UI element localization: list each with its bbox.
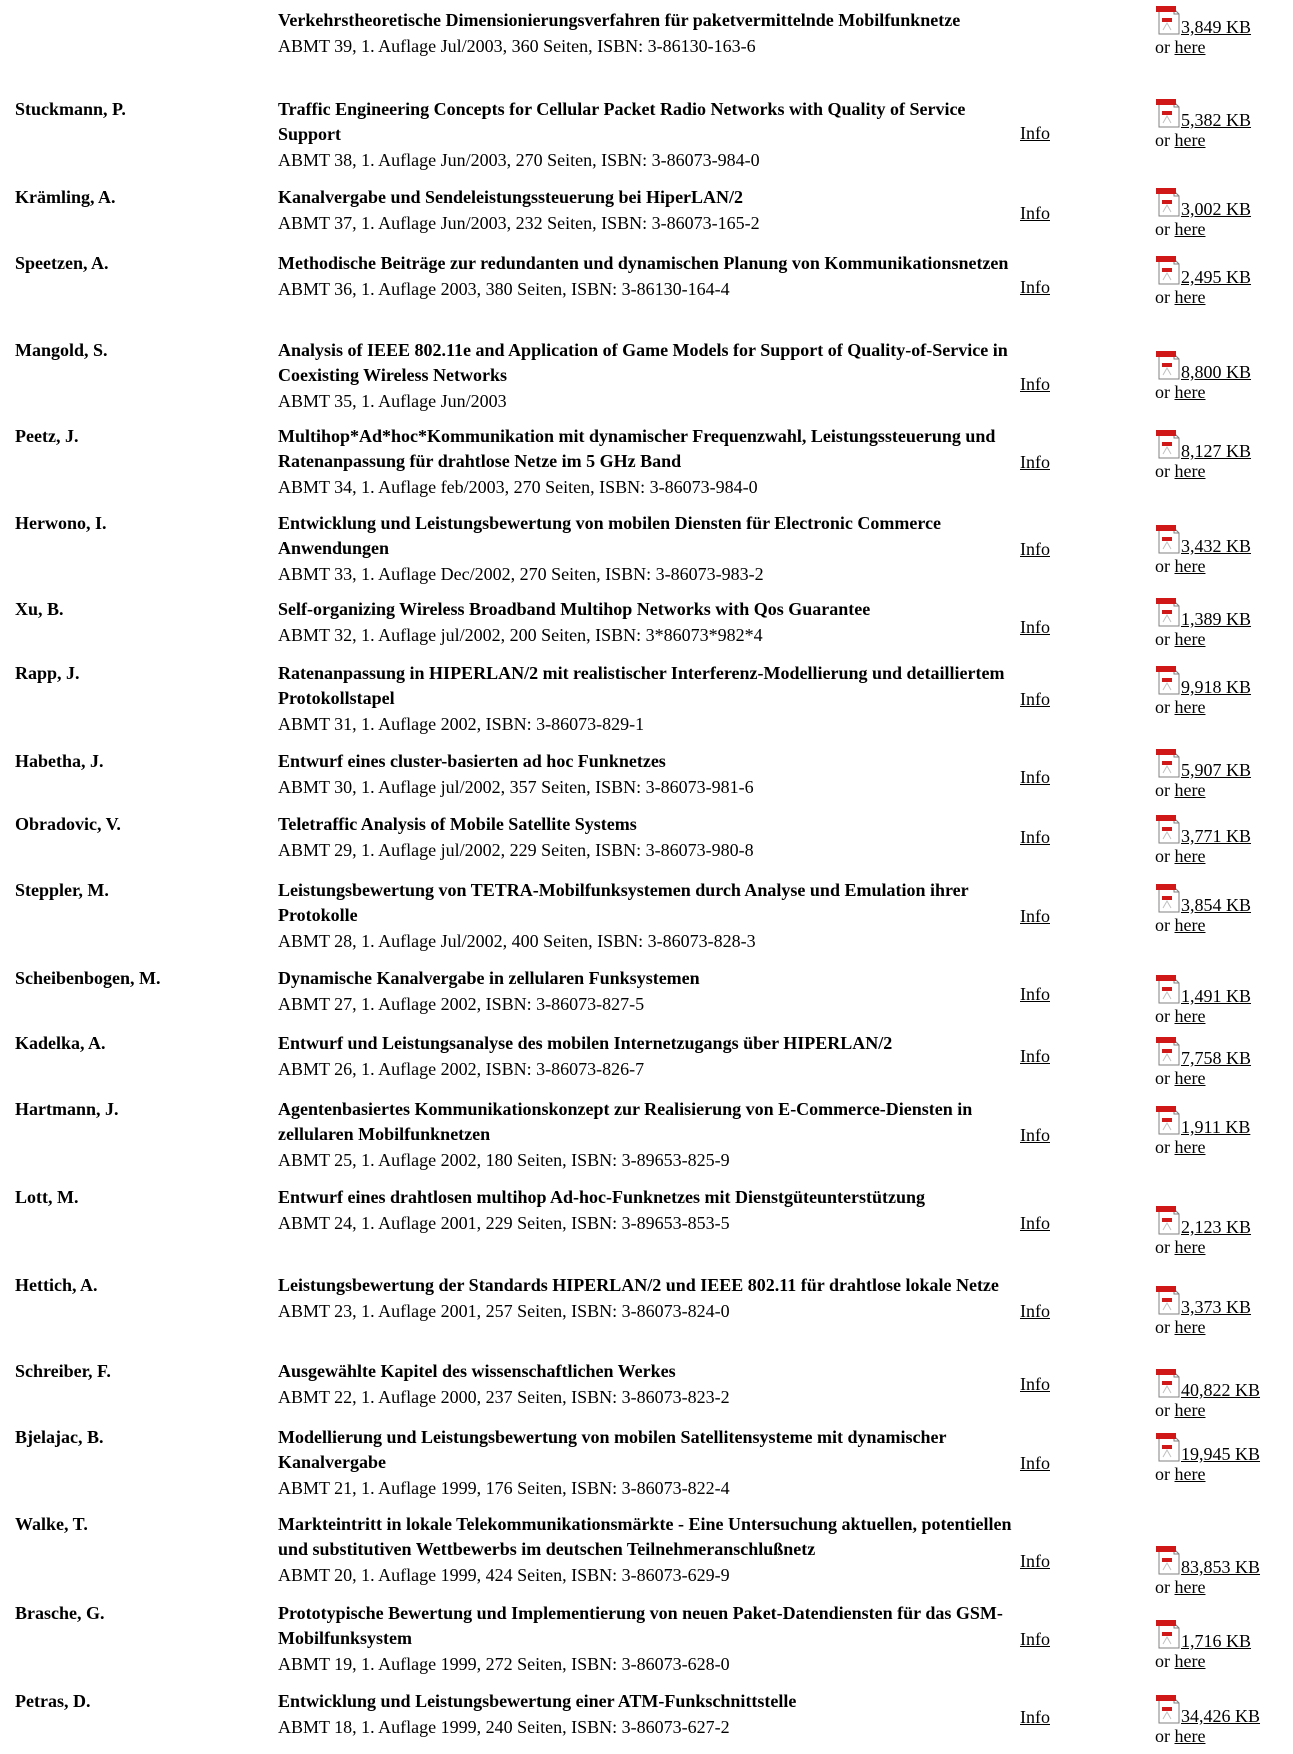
info-link[interactable]: Info xyxy=(1020,452,1050,472)
download-cell xyxy=(1155,975,1252,1027)
download-cell xyxy=(1155,525,1252,577)
download-line xyxy=(1155,884,1252,915)
publication-entry xyxy=(278,749,1013,800)
publication-entry xyxy=(278,97,1013,173)
author-name: Stuckmann, P. xyxy=(15,99,126,119)
pdf-file-icon[interactable] xyxy=(1155,1206,1181,1235)
publication-details: ABMT 26, 1. Auflage 2002, ISBN: 3-86073-826-7 xyxy=(278,1059,645,1079)
author-name: Mangold, S. xyxy=(15,340,108,360)
pdf-size-link[interactable]: 2,123 KB xyxy=(1181,1217,1252,1237)
alternate-download xyxy=(1155,696,1205,718)
publication-title: Analysis of IEEE 802.11e and Application of Game Models for Support of Quality-of-Service in Coexisting Wireless Networks xyxy=(278,340,1008,385)
here-link[interactable]: here xyxy=(1174,697,1206,717)
pdf-file-icon[interactable] xyxy=(1155,1286,1181,1315)
pdf-size-link[interactable]: 1,911 KB xyxy=(1181,1117,1251,1137)
publication-entry xyxy=(278,185,1013,236)
publication-details: ABMT 29, 1. Auflage jul/2002, 229 Seiten, ISBN: 3-86073-980-8 xyxy=(278,840,754,860)
info-link[interactable]: Info xyxy=(1020,1551,1050,1571)
info-link[interactable]: Info xyxy=(1020,1125,1050,1145)
here-link[interactable]: here xyxy=(1174,1006,1206,1026)
info-link[interactable]: Info xyxy=(1020,1707,1050,1727)
alternate-download xyxy=(1155,1136,1205,1158)
publication-details: ABMT 31, 1. Auflage 2002, ISBN: 3-86073-829-1 xyxy=(278,714,645,734)
here-link[interactable]: here xyxy=(1174,556,1206,576)
download-cell xyxy=(1155,256,1252,308)
download-line xyxy=(1155,1106,1251,1137)
here-link[interactable]: here xyxy=(1174,1577,1206,1597)
author-name: Steppler, M. xyxy=(15,880,109,900)
here-link[interactable]: here xyxy=(1174,1400,1206,1420)
publication-title: Markteintritt in lokale Telekommunikationsmärkte - Eine Untersuchung aktuellen, potentiellen und substitutiven Wettbewerbs im deutschen Teilnehmeranschlußnetz xyxy=(278,1514,1012,1559)
publication-details: ABMT 36, 1. Auflage 2003, 380 Seiten, ISBN: 3-86130-164-4 xyxy=(278,279,730,299)
info-link[interactable]: Info xyxy=(1020,617,1050,637)
download-line xyxy=(1155,1037,1252,1068)
author-name: Lott, M. xyxy=(15,1187,79,1207)
pdf-size-link[interactable]: 3,854 KB xyxy=(1181,895,1252,915)
pdf-file-icon[interactable] xyxy=(1155,99,1181,128)
or-text: or xyxy=(1155,461,1175,481)
publication-title: Entwurf und Leistungsanalyse des mobilen Internetzugangs über HIPERLAN/2 xyxy=(278,1033,893,1053)
here-link[interactable]: here xyxy=(1174,1464,1206,1484)
download-cell xyxy=(1155,430,1252,482)
publication-details: ABMT 21, 1. Auflage 1999, 176 Seiten, ISBN: 3-86073-822-4 xyxy=(278,1478,730,1498)
publication-title: Teletraffic Analysis of Mobile Satellite Systems xyxy=(278,814,637,834)
alternate-download xyxy=(1155,1725,1205,1747)
pdf-file-icon[interactable] xyxy=(1155,525,1181,554)
publication-title: Entwicklung und Leistungsbewertung von mobilen Diensten für Electronic Commerce Anwendungen xyxy=(278,513,942,558)
or-text: or xyxy=(1155,1726,1175,1746)
publication-entry xyxy=(278,1359,1013,1410)
pdf-size-link[interactable]: 83,853 KB xyxy=(1181,1557,1261,1577)
pdf-size-link[interactable]: 7,758 KB xyxy=(1181,1048,1252,1068)
download-cell xyxy=(1155,1546,1261,1598)
or-text: or xyxy=(1155,780,1175,800)
here-link[interactable]: here xyxy=(1174,1237,1206,1257)
publication-title: Entwicklung und Leistungsbewertung einer ATM-Funkschnittstelle xyxy=(278,1691,797,1711)
here-link[interactable]: here xyxy=(1174,629,1206,649)
alternate-download xyxy=(1155,460,1205,482)
publication-entry xyxy=(278,1273,1013,1324)
author-name: Peetz, J. xyxy=(15,426,79,446)
publication-entry xyxy=(278,1097,1013,1173)
publication-entry xyxy=(278,661,1013,737)
publication-entry xyxy=(278,597,1013,648)
author-name: Hartmann, J. xyxy=(15,1099,119,1119)
here-link[interactable]: here xyxy=(1174,915,1206,935)
pdf-file-icon[interactable] xyxy=(1155,598,1181,627)
publication-title: Verkehrstheoretische Dimensionierungsverfahren für paketvermittelnde Mobilfunknetze xyxy=(278,10,961,30)
or-text: or xyxy=(1155,130,1175,150)
publication-entry xyxy=(278,1689,1013,1740)
download-cell xyxy=(1155,1206,1252,1258)
download-line xyxy=(1155,1620,1252,1651)
here-link[interactable]: here xyxy=(1174,1651,1206,1671)
publication-details: ABMT 20, 1. Auflage 1999, 424 Seiten, ISBN: 3-86073-629-9 xyxy=(278,1565,730,1585)
pdf-size-link[interactable]: 3,373 KB xyxy=(1181,1297,1252,1317)
pdf-size-link[interactable]: 2,495 KB xyxy=(1181,267,1252,287)
author-name: Petras, D. xyxy=(15,1691,91,1711)
alternate-download xyxy=(1155,218,1205,240)
publication-title: Agentenbasiertes Kommunikationskonzept zur Realisierung von E-Commerce-Diensten in zellularen Mobilfunknetzen xyxy=(278,1099,973,1144)
author-name: Xu, B. xyxy=(15,599,64,619)
here-link[interactable]: here xyxy=(1174,130,1206,150)
info-link[interactable]: Info xyxy=(1020,1213,1050,1233)
or-text: or xyxy=(1155,219,1175,239)
download-cell xyxy=(1155,1620,1252,1672)
author-name: Scheibenbogen, M. xyxy=(15,968,161,988)
publication-entry xyxy=(278,251,1013,302)
or-text: or xyxy=(1155,1400,1175,1420)
info-link[interactable]: Info xyxy=(1020,203,1050,223)
alternate-download xyxy=(1155,381,1205,403)
publication-title: Entwurf eines cluster-basierten ad hoc Funknetzes xyxy=(278,751,666,771)
alternate-download xyxy=(1155,129,1205,151)
here-link[interactable]: here xyxy=(1174,846,1206,866)
download-line xyxy=(1155,1369,1261,1400)
download-cell xyxy=(1155,1369,1261,1421)
info-link[interactable]: Info xyxy=(1020,767,1050,787)
download-cell xyxy=(1155,188,1252,240)
publication-details: ABMT 37, 1. Auflage Jun/2003, 232 Seiten, ISBN: 3-86073-165-2 xyxy=(278,213,760,233)
author-name: Habetha, J. xyxy=(15,751,104,771)
alternate-download xyxy=(1155,1316,1205,1338)
publication-entry xyxy=(278,1031,1013,1082)
pdf-file-icon[interactable] xyxy=(1155,1037,1181,1066)
author-name: Krämling, A. xyxy=(15,187,116,207)
alternate-download xyxy=(1155,1067,1205,1089)
download-cell xyxy=(1155,1433,1261,1485)
pdf-size-link[interactable]: 34,426 KB xyxy=(1181,1706,1261,1726)
info-link[interactable]: Info xyxy=(1020,689,1050,709)
download-line xyxy=(1155,815,1252,846)
download-cell xyxy=(1155,666,1252,718)
pdf-file-icon[interactable] xyxy=(1155,256,1181,285)
or-text: or xyxy=(1155,382,1175,402)
alternate-download xyxy=(1155,779,1205,801)
or-text: or xyxy=(1155,1237,1175,1257)
pdf-file-icon[interactable] xyxy=(1155,666,1181,695)
publication-details: ABMT 38, 1. Auflage Jun/2003, 270 Seiten, ISBN: 3-86073-984-0 xyxy=(278,150,760,170)
publication-title: Dynamische Kanalvergabe in zellularen Funksystemen xyxy=(278,968,700,988)
alternate-download xyxy=(1155,1399,1205,1421)
publication-title: Traffic Engineering Concepts for Cellular Packet Radio Networks with Quality of Service Support xyxy=(278,99,966,144)
author-name: Schreiber, F. xyxy=(15,1361,111,1381)
download-line xyxy=(1155,256,1252,287)
publication-entry xyxy=(278,1512,1013,1588)
here-link[interactable]: here xyxy=(1174,780,1206,800)
here-link[interactable]: here xyxy=(1174,1317,1206,1337)
or-text: or xyxy=(1155,287,1175,307)
pdf-size-link[interactable]: 1,491 KB xyxy=(1181,986,1252,1006)
download-line xyxy=(1155,1546,1261,1577)
publication-entry xyxy=(278,338,1013,414)
pdf-size-link[interactable]: 5,382 KB xyxy=(1181,110,1252,130)
publication-details: ABMT 34, 1. Auflage feb/2003, 270 Seiten, ISBN: 3-86073-984-0 xyxy=(278,477,758,497)
info-link[interactable]: Info xyxy=(1020,1301,1050,1321)
alternate-download xyxy=(1155,555,1205,577)
or-text: or xyxy=(1155,1317,1175,1337)
publication-title: Ratenanpassung in HIPERLAN/2 mit realistischer Interferenz-Modellierung und detailliertem Protokollstapel xyxy=(278,663,1005,708)
pdf-size-link[interactable]: 9,918 KB xyxy=(1181,677,1252,697)
download-line xyxy=(1155,6,1252,37)
pdf-size-link[interactable]: 3,432 KB xyxy=(1181,536,1252,556)
download-cell xyxy=(1155,1286,1252,1338)
or-text: or xyxy=(1155,846,1175,866)
here-link[interactable]: here xyxy=(1174,1726,1206,1746)
download-line xyxy=(1155,598,1252,629)
or-text: or xyxy=(1155,556,1175,576)
publication-title: Methodische Beiträge zur redundanten und dynamischen Planung von Kommunikationsnetzen xyxy=(278,253,1009,273)
pdf-file-icon[interactable] xyxy=(1155,1433,1181,1462)
info-link[interactable]: Info xyxy=(1020,539,1050,559)
publication-title: Ausgewählte Kapitel des wissenschaftlichen Werkes xyxy=(278,1361,676,1381)
download-line xyxy=(1155,351,1252,382)
here-link[interactable]: here xyxy=(1174,37,1206,57)
pdf-size-link[interactable]: 8,800 KB xyxy=(1181,362,1252,382)
or-text: or xyxy=(1155,1651,1175,1671)
alternate-download xyxy=(1155,1463,1205,1485)
info-link[interactable]: Info xyxy=(1020,906,1050,926)
download-line xyxy=(1155,188,1252,219)
publication-details: ABMT 25, 1. Auflage 2002, 180 Seiten, ISBN: 3-89653-825-9 xyxy=(278,1150,730,1170)
publication-title: Self-organizing Wireless Broadband Multihop Networks with Qos Guarantee xyxy=(278,599,871,619)
info-link[interactable]: Info xyxy=(1020,1046,1050,1066)
alternate-download xyxy=(1155,1650,1205,1672)
publication-details: ABMT 33, 1. Auflage Dec/2002, 270 Seiten, ISBN: 3-86073-983-2 xyxy=(278,564,764,584)
info-link[interactable]: Info xyxy=(1020,827,1050,847)
here-link[interactable]: here xyxy=(1174,287,1206,307)
publication-title: Modellierung und Leistungsbewertung von mobilen Satellitensysteme mit dynamischer Kanalvergabe xyxy=(278,1427,947,1472)
publication-entry xyxy=(278,1425,1013,1501)
download-cell xyxy=(1155,1106,1251,1158)
download-cell xyxy=(1155,351,1252,403)
publication-details: ABMT 28, 1. Auflage Jul/2002, 400 Seiten, ISBN: 3-86073-828-3 xyxy=(278,931,756,951)
or-text: or xyxy=(1155,37,1175,57)
download-cell xyxy=(1155,6,1252,58)
info-link[interactable]: Info xyxy=(1020,374,1050,394)
info-link[interactable]: Info xyxy=(1020,1374,1050,1394)
or-text: or xyxy=(1155,915,1175,935)
download-line xyxy=(1155,430,1252,461)
publication-entry xyxy=(278,8,1013,59)
download-cell xyxy=(1155,1695,1261,1747)
publication-entry xyxy=(278,1185,1013,1236)
pdf-file-icon[interactable] xyxy=(1155,1106,1181,1135)
here-link[interactable]: here xyxy=(1174,461,1206,481)
pdf-size-link[interactable]: 40,822 KB xyxy=(1181,1380,1261,1400)
alternate-download xyxy=(1155,628,1205,650)
alternate-download xyxy=(1155,286,1205,308)
pdf-file-icon[interactable] xyxy=(1155,884,1181,913)
download-cell xyxy=(1155,1037,1252,1089)
pdf-size-link[interactable]: 3,002 KB xyxy=(1181,199,1252,219)
publication-details: ABMT 18, 1. Auflage 1999, 240 Seiten, ISBN: 3-86073-627-2 xyxy=(278,1717,730,1737)
pdf-file-icon[interactable] xyxy=(1155,188,1181,217)
author-name: Obradovic, V. xyxy=(15,814,121,834)
download-line xyxy=(1155,666,1252,697)
author-name: Bjelajac, B. xyxy=(15,1427,104,1447)
or-text: or xyxy=(1155,1006,1175,1026)
alternate-download xyxy=(1155,1576,1205,1598)
author-name: Brasche, G. xyxy=(15,1603,105,1623)
alternate-download xyxy=(1155,36,1205,58)
publication-entry xyxy=(278,424,1013,500)
author-name: Kadelka, A. xyxy=(15,1033,106,1053)
pdf-file-icon[interactable] xyxy=(1155,749,1181,778)
publication-details: ABMT 24, 1. Auflage 2001, 229 Seiten, ISBN: 3-89653-853-5 xyxy=(278,1213,730,1233)
or-text: or xyxy=(1155,1577,1175,1597)
publication-entry xyxy=(278,878,1013,954)
publication-title: Leistungsbewertung von TETRA-Mobilfunksystemen durch Analyse und Emulation ihrer Protokolle xyxy=(278,880,969,925)
download-line xyxy=(1155,1433,1261,1464)
pdf-file-icon[interactable] xyxy=(1155,351,1181,380)
download-line xyxy=(1155,1695,1261,1726)
publication-entry xyxy=(278,812,1013,863)
publication-entry xyxy=(278,511,1013,587)
pdf-size-link[interactable]: 5,907 KB xyxy=(1181,760,1252,780)
pdf-file-icon[interactable] xyxy=(1155,430,1181,459)
author-name: Hettich, A. xyxy=(15,1275,98,1295)
publication-entry xyxy=(278,1601,1013,1677)
pdf-size-link[interactable]: 1,389 KB xyxy=(1181,609,1252,629)
author-name: Walke, T. xyxy=(15,1514,88,1534)
download-cell xyxy=(1155,598,1252,650)
download-cell xyxy=(1155,99,1252,151)
publication-details: ABMT 35, 1. Auflage Jun/2003 xyxy=(278,391,507,411)
publication-details: ABMT 30, 1. Auflage jul/2002, 357 Seiten, ISBN: 3-86073-981-6 xyxy=(278,777,754,797)
pdf-file-icon[interactable] xyxy=(1155,815,1181,844)
author-name: Rapp, J. xyxy=(15,663,80,683)
info-link[interactable]: Info xyxy=(1020,277,1050,297)
or-text: or xyxy=(1155,1137,1175,1157)
publication-details: ABMT 32, 1. Auflage jul/2002, 200 Seiten, ISBN: 3*86073*982*4 xyxy=(278,625,763,645)
publication-details: ABMT 22, 1. Auflage 2000, 237 Seiten, ISBN: 3-86073-823-2 xyxy=(278,1387,730,1407)
here-link[interactable]: here xyxy=(1174,219,1206,239)
publication-details: ABMT 39, 1. Auflage Jul/2003, 360 Seiten, ISBN: 3-86130-163-6 xyxy=(278,36,756,56)
or-text: or xyxy=(1155,1068,1175,1088)
download-line xyxy=(1155,749,1252,780)
info-link[interactable]: Info xyxy=(1020,123,1050,143)
download-line xyxy=(1155,525,1252,556)
download-line xyxy=(1155,1206,1252,1237)
pdf-file-icon[interactable] xyxy=(1155,1695,1181,1724)
info-link[interactable]: Info xyxy=(1020,1629,1050,1649)
pdf-file-icon[interactable] xyxy=(1155,1546,1181,1575)
publication-title: Multihop*Ad*hoc*Kommunikation mit dynamischer Frequenzwahl, Leistungssteuerung und Ratenanpassung für drahtlose Netze im 5 GHz Band xyxy=(278,426,996,471)
publication-title: Kanalvergabe und Sendeleistungssteuerung bei HiperLAN/2 xyxy=(278,187,744,207)
download-cell xyxy=(1155,815,1252,867)
pdf-file-icon[interactable] xyxy=(1155,6,1181,35)
author-name: Speetzen, A. xyxy=(15,253,109,273)
download-cell xyxy=(1155,749,1252,801)
download-line xyxy=(1155,1286,1252,1317)
publication-details: ABMT 23, 1. Auflage 2001, 257 Seiten, ISBN: 3-86073-824-0 xyxy=(278,1301,730,1321)
here-link[interactable]: here xyxy=(1174,1068,1206,1088)
author-name: Herwono, I. xyxy=(15,513,107,533)
publication-title: Entwurf eines drahtlosen multihop Ad-hoc-Funknetzes mit Dienstgüteunterstützung xyxy=(278,1187,926,1207)
pdf-file-icon[interactable] xyxy=(1155,1620,1181,1649)
alternate-download xyxy=(1155,1005,1205,1027)
pdf-file-icon[interactable] xyxy=(1155,975,1181,1004)
or-text: or xyxy=(1155,1464,1175,1484)
here-link[interactable]: here xyxy=(1174,382,1206,402)
here-link[interactable]: here xyxy=(1174,1137,1206,1157)
pdf-size-link[interactable]: 8,127 KB xyxy=(1181,441,1252,461)
download-line xyxy=(1155,99,1252,130)
or-text: or xyxy=(1155,629,1175,649)
publication-title: Leistungsbewertung der Standards HIPERLAN/2 und IEEE 802.11 für drahtlose lokale Netze xyxy=(278,1275,999,1295)
alternate-download xyxy=(1155,914,1205,936)
pdf-size-link[interactable]: 1,716 KB xyxy=(1181,1631,1252,1651)
publication-details: ABMT 27, 1. Auflage 2002, ISBN: 3-86073-827-5 xyxy=(278,994,645,1014)
publication-details: ABMT 19, 1. Auflage 1999, 272 Seiten, ISBN: 3-86073-628-0 xyxy=(278,1654,730,1674)
download-line xyxy=(1155,975,1252,1006)
download-cell xyxy=(1155,884,1252,936)
publication-entry xyxy=(278,966,1013,1017)
pdf-size-link[interactable]: 3,849 KB xyxy=(1181,17,1252,37)
info-link[interactable]: Info xyxy=(1020,984,1050,1004)
pdf-size-link[interactable]: 3,771 KB xyxy=(1181,826,1252,846)
alternate-download xyxy=(1155,845,1205,867)
or-text: or xyxy=(1155,697,1175,717)
pdf-size-link[interactable]: 19,945 KB xyxy=(1181,1444,1261,1464)
publication-title: Prototypische Bewertung und Implementierung von neuen Paket-Datendiensten für das GSM-Mobilfunksystem xyxy=(278,1603,1003,1648)
pdf-file-icon[interactable] xyxy=(1155,1369,1181,1398)
alternate-download xyxy=(1155,1236,1205,1258)
info-link[interactable]: Info xyxy=(1020,1453,1050,1473)
